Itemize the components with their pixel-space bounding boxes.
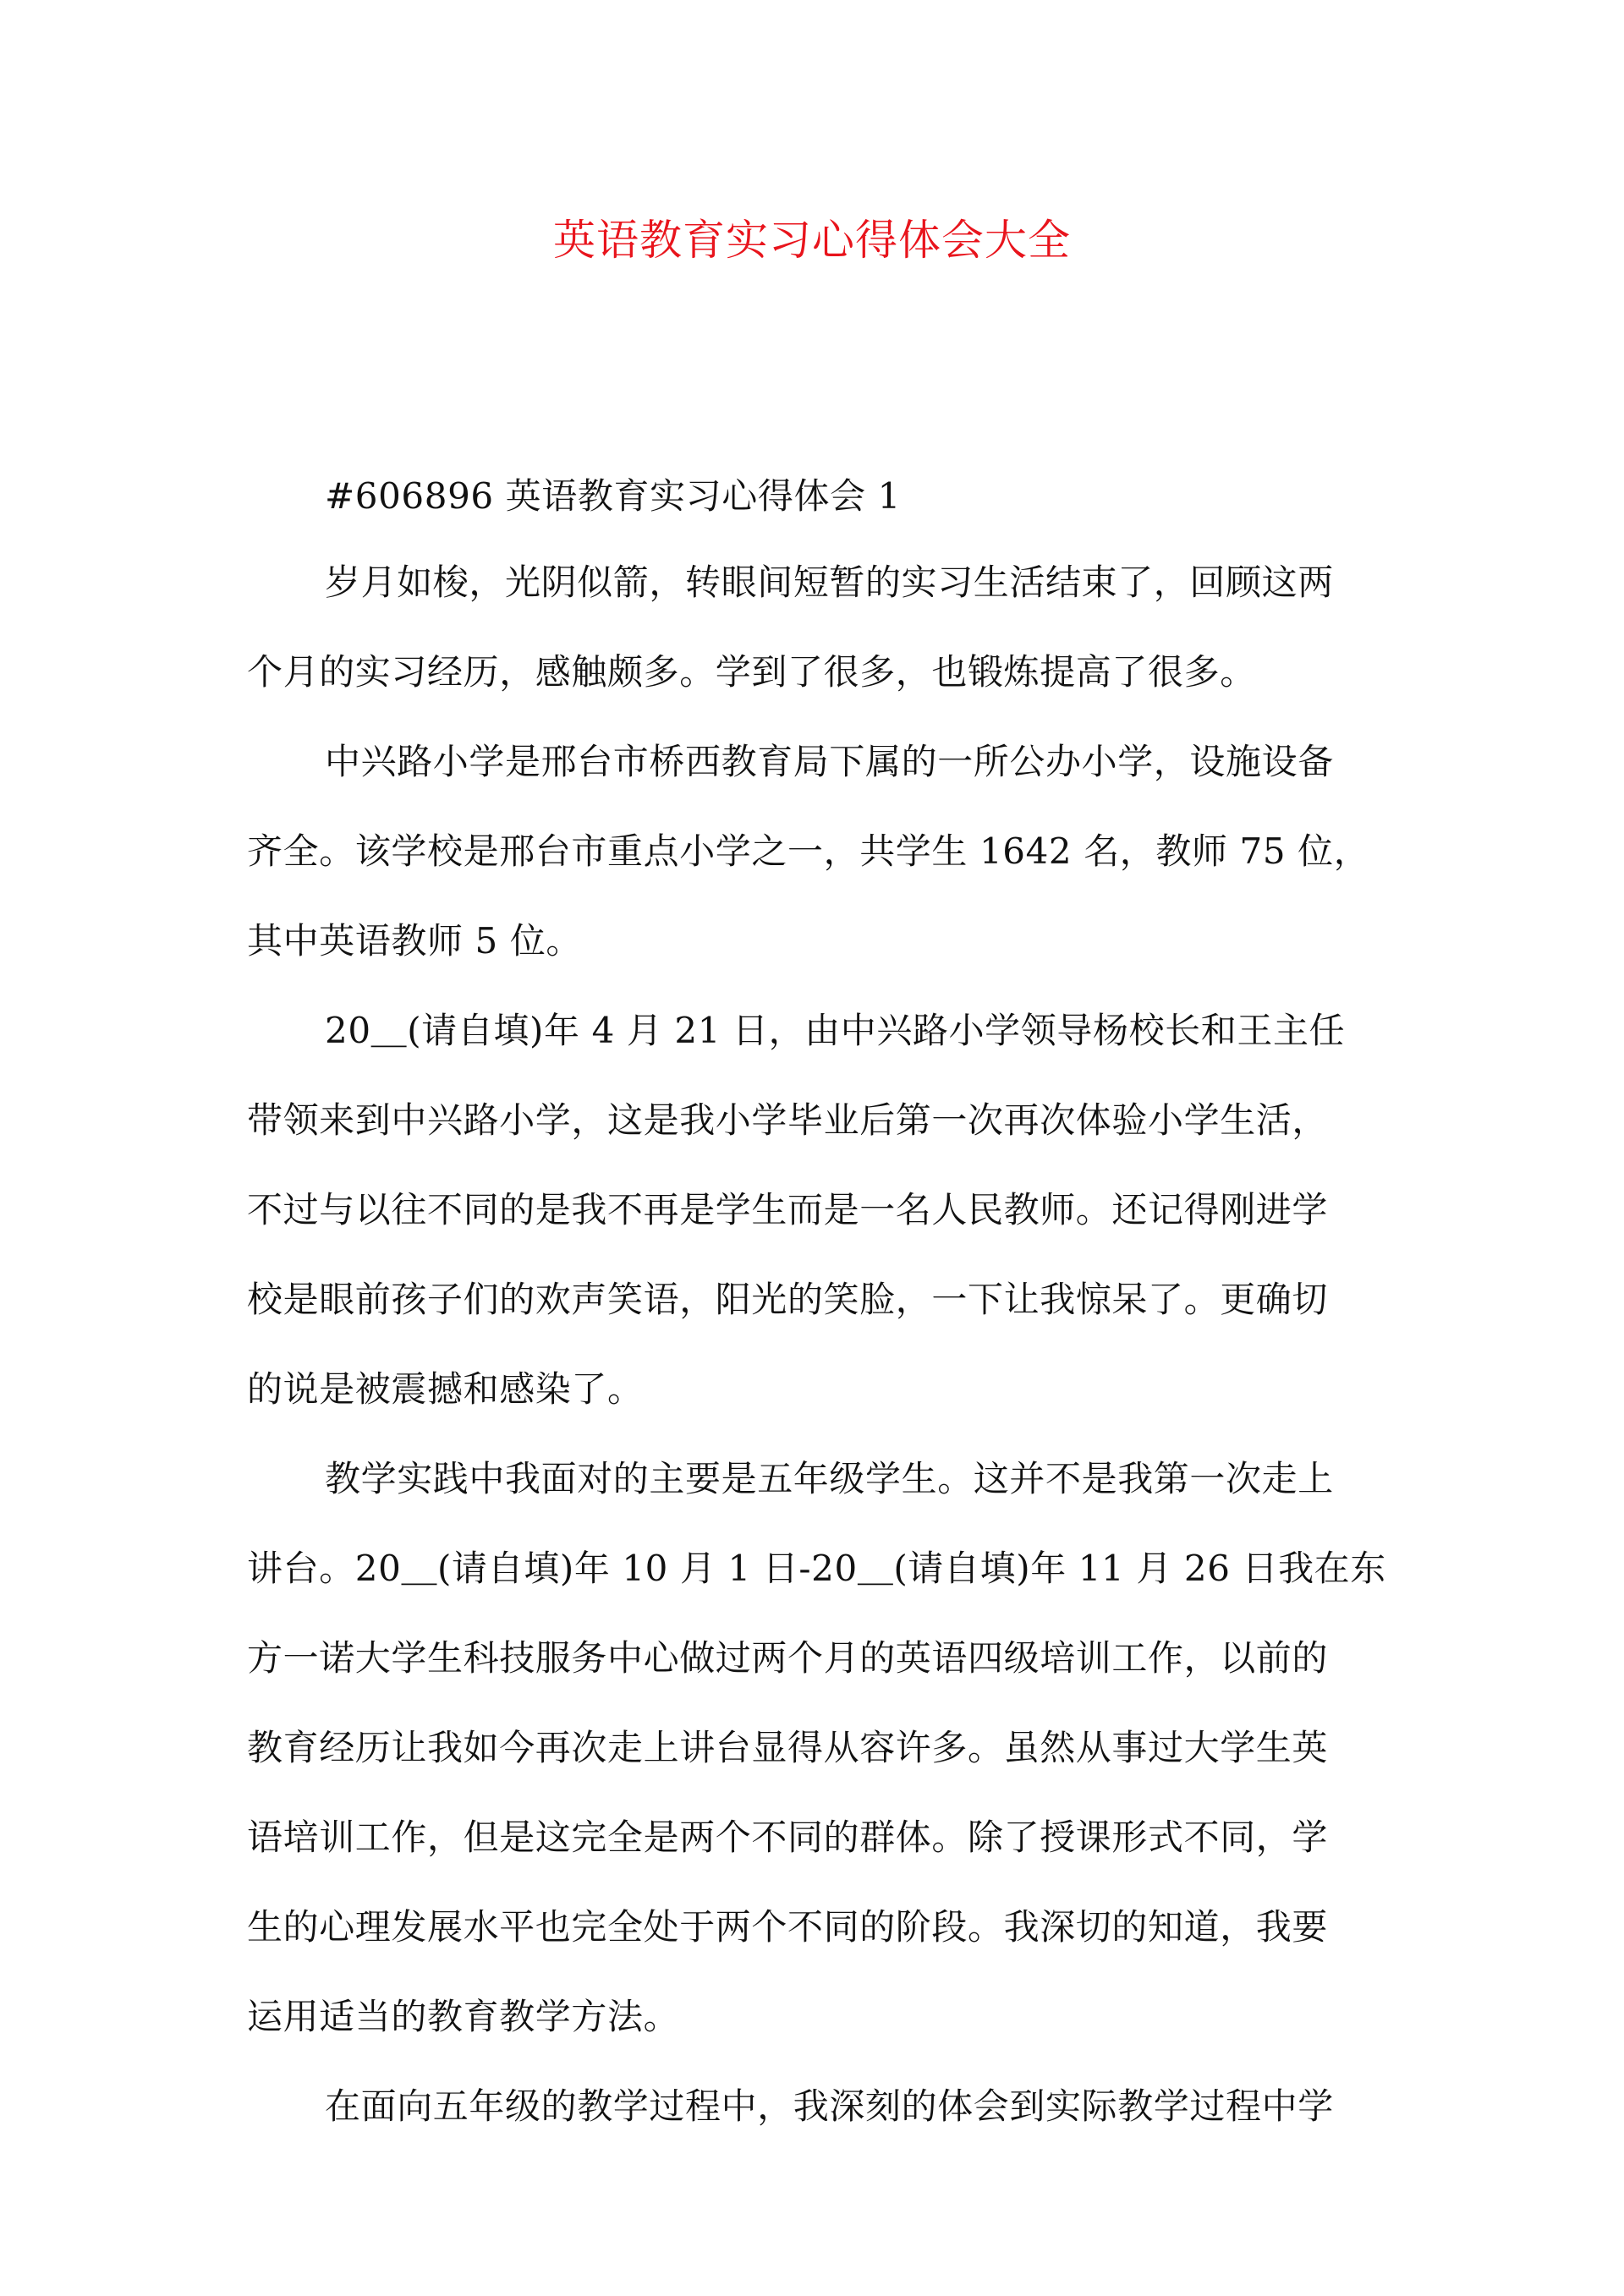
paragraph-line: 在面向五年级的教学过程中，我深刻的体会到实际教学过程中学 (325, 2085, 1334, 2127)
paragraph-line: 教育经历让我如今再次走上讲台显得从容许多。虽然从事过大学生英 (247, 1727, 1329, 1768)
document-title: 英语教育实习心得体会大全 (553, 216, 1071, 265)
document-body (247, 470, 1386, 2170)
paragraph-3 (247, 1005, 1380, 1453)
paragraph-line: 20＿(请自填)年 4 月 21 日，由中兴路小学领导杨校长和王主任 (325, 1010, 1346, 1051)
paragraph-line: 教学实践中我面对的主要是五年级学生。这并不是我第一次走上 (325, 1458, 1334, 1499)
paragraph-2 (247, 736, 1380, 1005)
paragraph-line: 的说是被震撼和感染了。 (247, 1368, 644, 1410)
paragraph-line: 讲台。20＿(请自填)年 10 月 1 日-20＿(请自填)年 11 月 26 日我在东 (247, 1548, 1386, 1589)
paragraph-line: 运用适当的教育教学方法。 (247, 1996, 680, 2037)
paragraph-line: 其中英语教师 5 位。 (247, 920, 583, 962)
paragraph-line: 生的心理发展水平也完全处于两个不同的阶段。我深切的知道，我要 (247, 1906, 1329, 1948)
paragraph-line: 校是眼前孩子们的欢声笑语，阳光的笑脸，一下让我惊呆了。更确切 (247, 1279, 1329, 1320)
paragraph-line: 带领来到中兴路小学，这是我小学毕业后第一次再次体验小学生活， (247, 1099, 1329, 1141)
paragraph-5 (247, 2080, 1380, 2170)
paragraph-line: 不过与以往不同的是我不再是学生而是一名人民教师。还记得刚进学 (247, 1189, 1329, 1230)
section-heading: #606896 英语教育实习心得体会 1 (325, 475, 901, 517)
paragraph-1 (247, 556, 1380, 736)
paragraph-line: 齐全。该学校是邢台市重点小学之一，共学生 1642 名，教师 75 位， (247, 830, 1370, 872)
paragraph-4 (247, 1453, 1386, 2080)
paragraph-line: 中兴路小学是邢台市桥西教育局下属的一所公办小学，设施设备 (325, 741, 1334, 782)
paragraph-line: 个月的实习经历，感触颇多。学到了很多，也锻炼提高了很多。 (247, 651, 1256, 693)
paragraph-line: 岁月如梭，光阴似箭，转眼间短暂的实习生活结束了，回顾这两 (325, 562, 1334, 603)
paragraph-line: 语培训工作，但是这完全是两个不同的群体。除了授课形式不同，学 (247, 1817, 1329, 1858)
paragraph-line: 方一诺大学生科技服务中心做过两个月的英语四级培训工作，以前的 (247, 1637, 1329, 1679)
